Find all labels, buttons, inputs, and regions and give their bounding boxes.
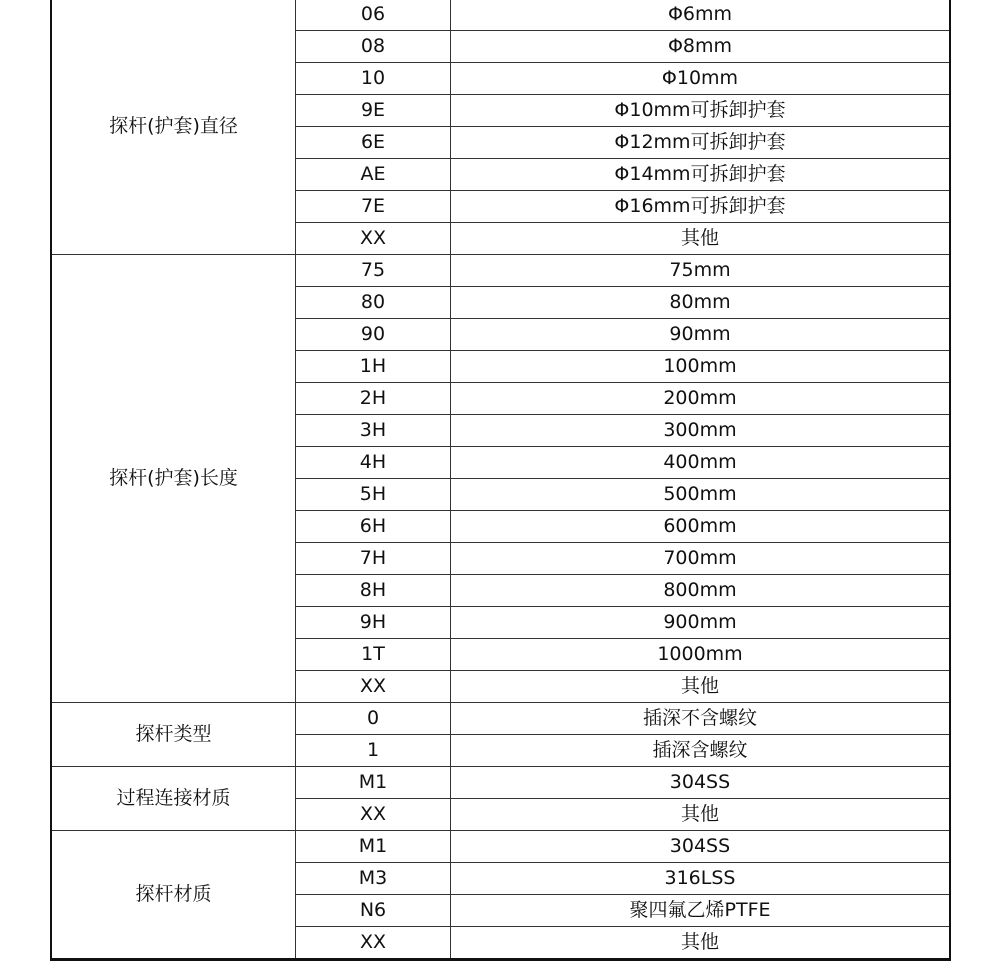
option-code: 6E xyxy=(296,127,451,159)
option-code: M3 xyxy=(296,863,451,895)
option-code: 1H xyxy=(296,351,451,383)
option-code: 6H xyxy=(296,511,451,543)
option-code: XX xyxy=(296,671,451,703)
table-row xyxy=(51,703,950,735)
option-code: 80 xyxy=(296,287,451,319)
option-code: 9E xyxy=(296,95,451,127)
group-label: 探杆(护套)直径 xyxy=(51,0,296,255)
group-label: 过程连接材质 xyxy=(51,767,296,831)
option-description: 304SS xyxy=(451,831,951,863)
option-description: Φ16mm可拆卸护套 xyxy=(451,191,951,223)
option-code: 75 xyxy=(296,255,451,287)
option-description: 800mm xyxy=(451,575,951,607)
table-row xyxy=(51,0,950,31)
option-code: 0 xyxy=(296,703,451,735)
option-description: Φ6mm xyxy=(451,0,951,31)
option-description: Φ10mm可拆卸护套 xyxy=(451,95,951,127)
group-label: 探杆材质 xyxy=(51,831,296,960)
table-row xyxy=(51,767,950,799)
option-description: 聚四氟乙烯PTFE xyxy=(451,895,951,927)
option-description: 400mm xyxy=(451,447,951,479)
option-code: 4H xyxy=(296,447,451,479)
option-code: 8H xyxy=(296,575,451,607)
option-description: 插深不含螺纹 xyxy=(451,703,951,735)
option-code: 3H xyxy=(296,415,451,447)
option-code: 9H xyxy=(296,607,451,639)
option-description: 600mm xyxy=(451,511,951,543)
option-description: 其他 xyxy=(451,671,951,703)
option-code: N6 xyxy=(296,895,451,927)
option-code: M1 xyxy=(296,831,451,863)
option-code: AE xyxy=(296,159,451,191)
option-code: 90 xyxy=(296,319,451,351)
group-label: 探杆类型 xyxy=(51,703,296,767)
option-description: 其他 xyxy=(451,799,951,831)
group-label: 探杆(护套)长度 xyxy=(51,255,296,703)
option-description: 900mm xyxy=(451,607,951,639)
option-description: Φ12mm可拆卸护套 xyxy=(451,127,951,159)
option-code: 7E xyxy=(296,191,451,223)
option-code: 1T xyxy=(296,639,451,671)
option-code: 1 xyxy=(296,735,451,767)
option-description: 100mm xyxy=(451,351,951,383)
option-description: 90mm xyxy=(451,319,951,351)
option-description: 插深含螺纹 xyxy=(451,735,951,767)
option-description: 500mm xyxy=(451,479,951,511)
option-description: 700mm xyxy=(451,543,951,575)
option-description: Φ10mm xyxy=(451,63,951,95)
option-description: 316LSS xyxy=(451,863,951,895)
table-row xyxy=(51,255,950,287)
option-code: XX xyxy=(296,223,451,255)
option-code: 2H xyxy=(296,383,451,415)
option-description: 1000mm xyxy=(451,639,951,671)
option-description: Φ14mm可拆卸护套 xyxy=(451,159,951,191)
option-code: 5H xyxy=(296,479,451,511)
option-code: 08 xyxy=(296,31,451,63)
spec-table xyxy=(50,0,951,961)
option-description: 其他 xyxy=(451,223,951,255)
option-description: 304SS xyxy=(451,767,951,799)
option-description: 200mm xyxy=(451,383,951,415)
option-description: 300mm xyxy=(451,415,951,447)
table-row xyxy=(51,831,950,863)
option-code: 06 xyxy=(296,0,451,31)
option-code: 10 xyxy=(296,63,451,95)
option-code: XX xyxy=(296,799,451,831)
option-code: 7H xyxy=(296,543,451,575)
option-description: Φ8mm xyxy=(451,31,951,63)
option-code: M1 xyxy=(296,767,451,799)
option-description: 其他 xyxy=(451,927,951,960)
option-code: XX xyxy=(296,927,451,960)
option-description: 75mm xyxy=(451,255,951,287)
option-description: 80mm xyxy=(451,287,951,319)
